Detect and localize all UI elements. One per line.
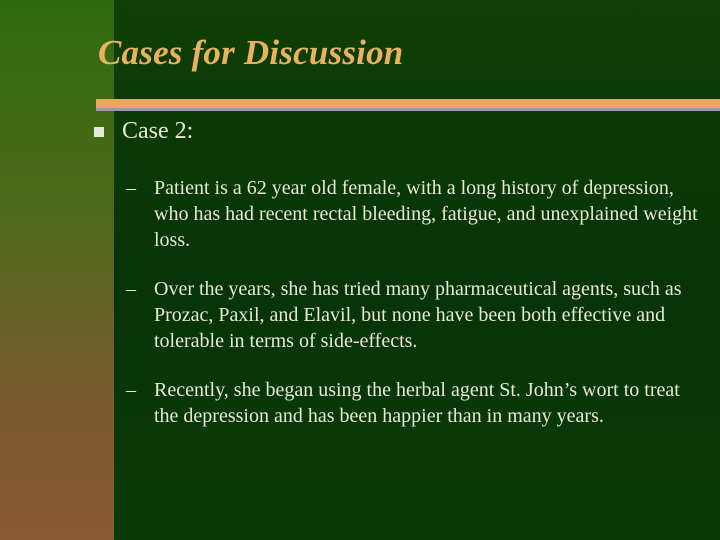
sub-bullet-text: Patient is a 62 year old female, with a long history of depression, who has had recent rectal bleeding, fatigue, and unexplained weight loss.	[154, 177, 698, 251]
title-underline-shadow	[96, 108, 720, 111]
bullet-case-label: Case 2:	[122, 118, 194, 144]
left-decorative-band	[0, 0, 114, 540]
dash-bullet: –	[126, 278, 136, 300]
dash-bullet: –	[126, 379, 136, 401]
sub-bullet-text: Over the years, she has tried many pharmaceutical agents, such as Prozac, Paxil, and Elavil, but none have been both effective and tolerable in terms of side-effects.	[154, 278, 682, 352]
sub-bullet-text: Recently, she began using the herbal agent St. John’s wort to treat the depression and has been happier than in many years.	[154, 379, 680, 427]
title-underline	[96, 99, 720, 108]
sub-bullet-item	[126, 276, 706, 354]
sub-bullet-item	[126, 175, 706, 253]
dash-bullet: –	[126, 177, 136, 199]
sub-bullet-item	[126, 377, 706, 429]
slide-title: Cases for Discussion	[98, 33, 404, 72]
slide-background	[114, 0, 720, 540]
square-bullet-icon	[94, 127, 104, 137]
